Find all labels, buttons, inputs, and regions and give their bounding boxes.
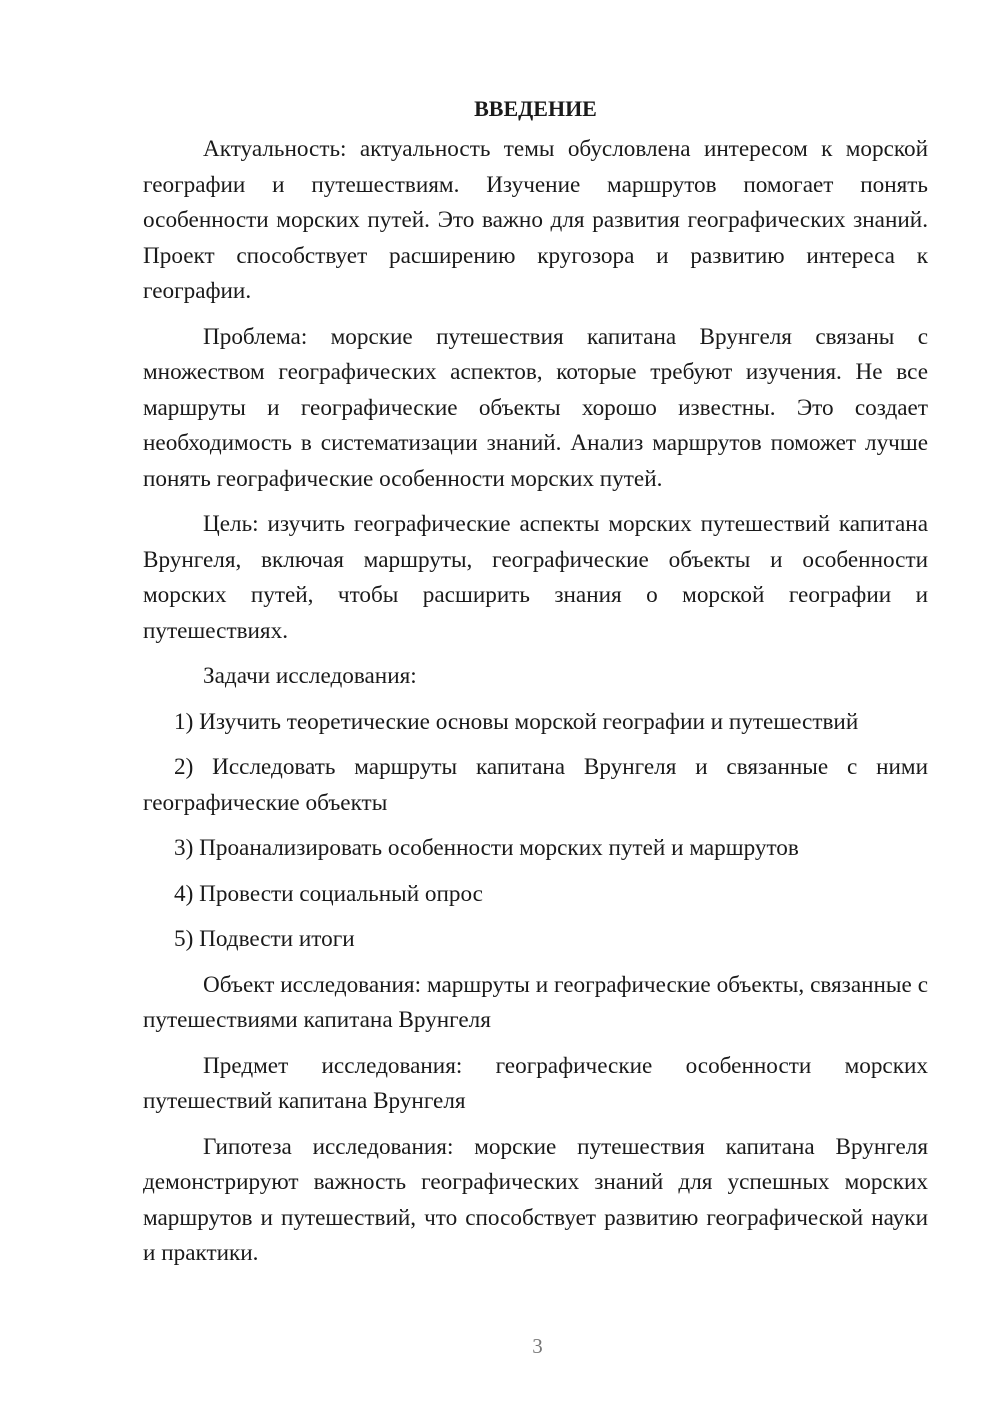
hypothesis-paragraph: Гипотеза исследования: морские путешествия капитана Врунгеля демонстрируют важность географических знаний для успешных морских маршрутов и путешествий, что способствует развитию географической науки и практики. [143,1133,928,1266]
relevance-paragraph: Актуальность: актуальность темы обусловлена интересом к морской географии и путешествиям. Изучение маршрутов помогает понять особенности морских путей. Это важно для развития географических знаний. Проект способствует расширению кругозора и развитию интереса к географии. [143,136,928,304]
document-page [143,94,928,1282]
task-item: 5) Подвести итоги [174,926,355,952]
tasks-list [143,705,928,958]
goal-paragraph: Цель: изучить географические аспекты морских путешествий капитана Врунгеля, включая маршруты, географические объекты и особенности морских путей, чтобы расширить знания о морской географии и путешествиях. [143,511,928,644]
subject-paragraph: Предмет исследования: географические особенности морских путешествий капитана Врунгеля [143,1052,928,1114]
task-item: 4) Провести социальный опрос [174,880,483,907]
page-number: 3 [532,1334,543,1358]
task-item: 3) Проанализировать особенности морских путей и маршрутов [174,835,799,861]
task-item: 1) Изучить теоретические основы морской географии и путешествий [174,708,859,735]
problem-paragraph: Проблема: морские путешествия капитана Врунгеля связаны с множеством географических аспектов, которые требуют изучения. Не все маршруты и географические объекты хорошо известны. Это создает необходимость в систематизации знаний. Анализ маршрутов поможет лучше понять географические особенности морских путей. [143,323,928,492]
object-paragraph: Объект исследования: маршруты и географические объекты, связанные с путешествиями капитана Врунгеля [143,971,928,1033]
task-item: 2) Исследовать маршруты капитана Врунгеля и связанные с ними географические объекты [143,754,928,816]
section-title: ВВЕДЕНИЕ [474,96,597,121]
tasks-heading: Задачи исследования: [203,663,417,689]
